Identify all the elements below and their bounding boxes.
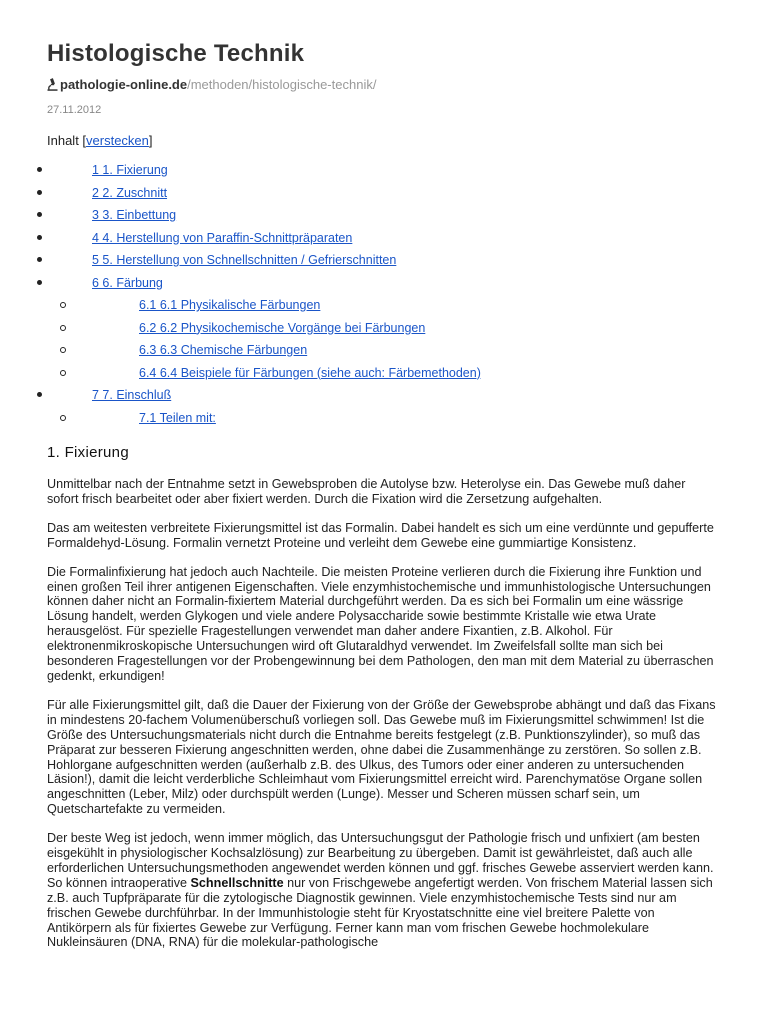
source-domain[interactable]: pathologie-online.de [60,77,188,92]
toc-label-close: ] [148,133,153,148]
toc-subitem [0,342,768,365]
paragraph-text: Der beste Weg ist jedoch, wenn immer möglich, das Untersuchungsgut der Pathologie frisch und unfixiert (am besten eisgekühlt in physiologischer Kochsalzlösung) zur Bearbeitung zu übergeben. Damit ist gewährleistet, daß auch alle erforderlichen Untersuchungsmethoden angewendet werden können und ggf. frisches Gewebe asserviert werden kann. So können intraoperative [47,831,714,890]
bullet-icon [37,392,42,397]
toc-link-fixierung[interactable]: 1 1. Fixierung [92,163,168,177]
table-of-contents [0,162,768,432]
toc-subitem [0,410,768,433]
bullet-icon [37,167,42,172]
toc-link-einschluss[interactable]: 7 7. Einschluß [92,388,172,402]
circle-bullet-icon [60,302,66,308]
page-title: Histologische Technik [47,40,305,67]
toc-link-beispiele[interactable]: 6.4 6.4 Beispiele für Färbungen (siehe auch: Färbemethoden) [139,365,481,380]
publish-date: 27.11.2012 [47,104,102,116]
paragraph: Für alle Fixierungsmittel gilt, daß die Dauer der Fixierung von der Größe der Gewebsprobe abhängt und daß das Fixans in mindestens 20-fachem Volumenüberschuß vorliegen soll. Das Gewebe muß im Fixierungsmittel schwimmen! Ist die Größe des Untersuchungsmaterials nicht durch die Entnahme bereits festgelegt (z.B. Punktionszylinder), so muß das Präparat zur besseren Fixierung angeschnitten werden, ohne dabei die Zusammenhänge zu zerstören. So sollen z.B. Hohlorgane aufgeschnitten werden (außerhalb z.B. des Ulkus, des Tumors oder einer anderen zu untersuchenden Läsion!), damit die leicht verderbliche Schleimhaut vom Fixierungsmittel erreicht wird. Parenchymatöse Organe sollen angeschnitten (Leber, Milz) oder durchspült werden (Lunge). Messer und Scheren müssen scharf sein, um Quetschartefakte zu vermeiden. [47,697,716,817]
toc-link-schnellschnitte[interactable]: 5 5. Herstellung von Schnellschnitten / Gefrierschnitten [92,253,397,267]
toc-link-physikalische[interactable]: 6.1 6.1 Physikalische Färbungen [139,298,321,312]
toc-subitem [0,297,768,320]
toc-subitem [0,365,768,388]
toc-link-paraffin[interactable]: 4 4. Herstellung von Paraffin-Schnittpräparaten [92,230,353,245]
toc-item [0,185,768,208]
toc-subitem [0,320,768,343]
toc-toggle-link[interactable]: verstecken [86,133,149,148]
toc-item [0,252,768,275]
circle-bullet-icon [60,325,66,331]
bullet-icon [37,280,42,285]
section-heading-fixierung: 1. Fixierung [47,444,129,461]
paragraph: Unmittelbar nach der Entnahme setzt in Gewebsproben die Autolyse bzw. Heterolyse ein. Das Gewebe muß daher sofort frisch bearbeitet oder aber fixiert werden. Durch die Fixation wird die Zersetzung aufgehalten. [47,477,686,506]
circle-bullet-icon [60,370,66,376]
toc-link-zuschnitt[interactable]: 2 2. Zuschnitt [92,185,168,200]
paragraph-text: nur von Frischgewebe angefertigt werden. Von frischem Material lassen sich z.B. auch Tupfpräparate für die zytologische Diagnostik gewinnen. Viele enzymhistochemische Tests sind nur am frischen Gewebe durchführbar. In der Immunhistologie steht für Kryostatschnitte eine viel breitere Palette von Antikörpern als für fixiertes Gewebe zur Verfügung. Ferner kann man vom frischen Gewebe hochmolekulare Nukleinsäuren (DNA, RNA) für die molekular-pathologische [47,875,713,950]
toc-item [0,207,768,230]
source-line [47,77,376,94]
toc-link-faerbung[interactable]: 6 6. Färbung [92,275,163,290]
paragraph: Die Formalinfixierung hat jedoch auch Nachteile. Die meisten Proteine verlieren durch die Fixierung ihre Funktion und einen großen Teil ihrer antigenen Eigenschaften. Viele enzymhistochemische und immunhistologische Untersuchungen können daher nicht an Formalin-fixiertem Material durchgeführt werden. Da es sich bei Formalin um eine wässrige Lösung handelt, werden Glykogen und viele andere Polysaccharide sowie bestimmte Kristalle wie etwa Urate herausgelöst. Für spezielle Fragestellungen verwendet man daher andere Fixantien, z.B. Alkohol. Für elektronenmikroskopische Untersuchungen wird oft Glutaraldhyd verwendet. Im Zweifelsfall sollte man sich bei besonderen Fragestellungen vor der Probengewinnung bei dem Pathologen, den man mit dem Material zu überraschen gedenkt, erkundigen! [47,564,714,683]
bullet-icon [37,257,42,262]
toc-item [0,162,768,185]
circle-bullet-icon [60,415,66,421]
toc-link-chemische[interactable]: 6.3 6.3 Chemische Färbungen [139,343,308,357]
circle-bullet-icon [60,347,66,353]
article-body [47,477,719,964]
toc-link-teilen[interactable]: 7.1 Teilen mit: [139,410,216,425]
toc-link-einbettung[interactable]: 3 3. Einbettung [92,208,177,222]
toc-item [0,275,768,298]
microscope-icon [47,78,58,94]
source-path: /methoden/histologische-technik/ [187,77,377,92]
toc-label: Inhalt [ [47,133,87,148]
bullet-icon [37,235,42,240]
paragraph: Das am weitesten verbreitete Fixierungsmittel ist das Formalin. Dabei handelt es sich um eine verdünnte und gepufferte Formaldehyd-Lösung. Formalin vernetzt Proteine und verleiht dem Gewebe eine gummiartige Konsistenz. [47,520,714,550]
toc-link-physikochemische[interactable]: 6.2 6.2 Physikochemische Vorgänge bei Färbungen [139,320,426,335]
paragraph [47,831,719,950]
toc-item [0,387,768,410]
bullet-icon [37,190,42,195]
bullet-icon [37,212,42,217]
toc-item [0,230,768,253]
bold-term: Schnellschnitte [190,875,284,890]
toc-header [47,133,153,148]
